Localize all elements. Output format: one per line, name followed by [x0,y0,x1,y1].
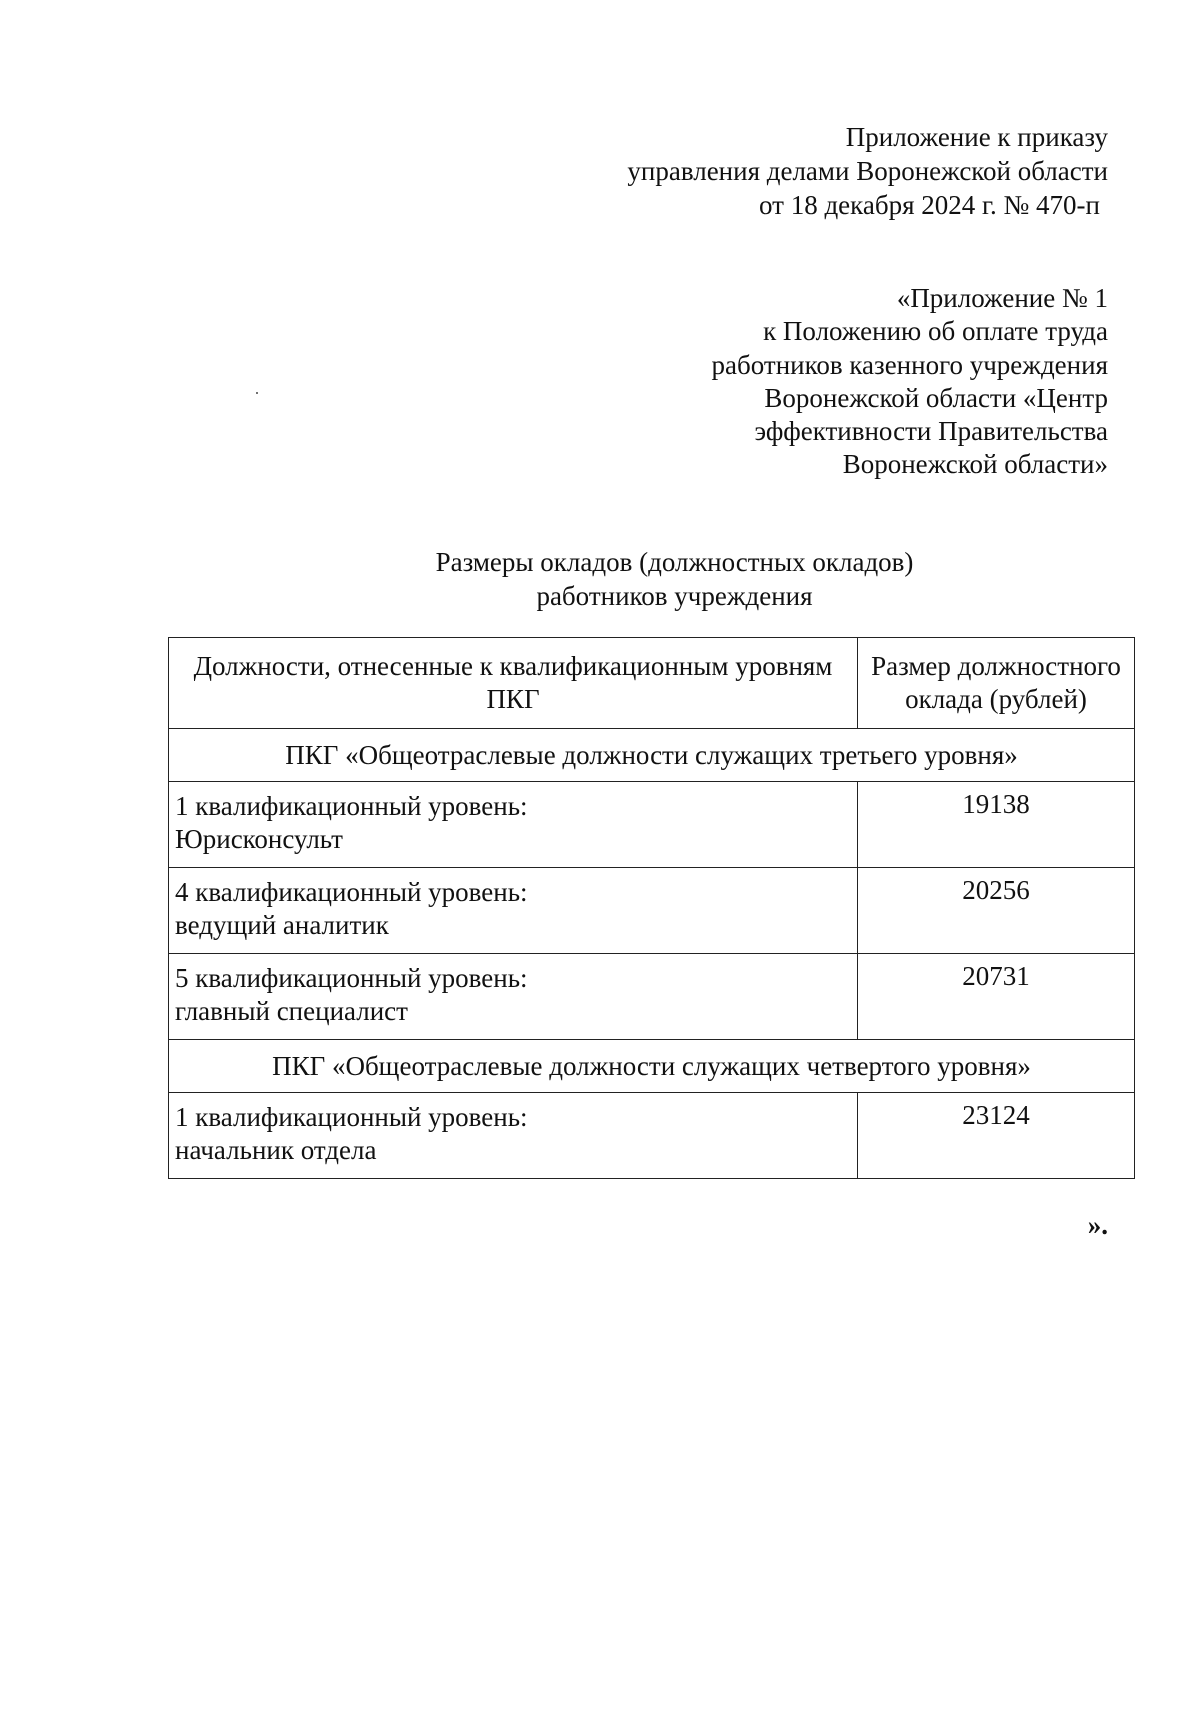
position-cell [169,1093,858,1179]
appendix-reference-block [712,282,1108,482]
group-row [169,1040,1135,1093]
title-line-2: работников учреждения [536,581,813,611]
scan-speck [256,392,258,394]
salary-amount: 20731 [858,954,1135,1040]
appendix-line-6: Воронежской области» [842,449,1108,480]
position-title: главный специалист [175,996,408,1026]
group-name: ПКГ «Общеотраслевые должности служащих третьего уровня» [169,729,1135,782]
appendix-line-1: «Приложение № 1 [896,283,1108,313]
qualification-level: 4 квалификационный уровень: [175,877,528,907]
group-name: ПКГ «Общеотраслевые должности служащих четвертого уровня» [169,1040,1135,1093]
appendix-line-5: эффективности Правительства [754,416,1108,447]
position-title: начальник отдела [175,1135,377,1165]
table-row [169,1093,1135,1179]
qualification-level: 5 квалификационный уровень: [175,963,528,993]
table-row [169,868,1135,954]
document-title [168,545,1181,613]
position-cell [169,954,858,1040]
position-title: ведущий аналитик [175,910,389,940]
appendix-line-3: работников казенного учреждения [711,349,1108,380]
order-reference-line-1: Приложение к приказу [845,122,1108,152]
order-reference-line-2: управления делами Воронежской области [627,156,1108,186]
table-header-row [169,638,1135,729]
salary-amount: 23124 [858,1093,1135,1179]
title-line-1: Размеры окладов (должностных окладов) [435,547,914,577]
qualification-level: 1 квалификационный уровень: [175,1102,528,1132]
group-row [169,729,1135,782]
header-positions: Должности, отнесенные к квалификационным уровням ПКГ [169,638,858,729]
closing-quote-mark: ». [1087,1210,1108,1240]
salary-table [168,637,1135,1179]
order-reference-date-line: от 18 декабря 2024 г. № 470-п [759,190,1100,220]
order-reference-block [627,120,1108,222]
position-cell [169,782,858,868]
table-row [169,782,1135,868]
qualification-level: 1 квалификационный уровень: [175,791,528,821]
header-salary: Размер должностного оклада (рублей) [858,638,1135,729]
appendix-line-4: Воронежской области «Центр [764,382,1108,413]
table-row [169,954,1135,1040]
salary-amount: 20256 [858,868,1135,954]
appendix-line-2: к Положению об оплате труда [763,316,1108,347]
position-cell [169,868,858,954]
position-title: Юрисконсульт [175,824,343,854]
salary-amount: 19138 [858,782,1135,868]
